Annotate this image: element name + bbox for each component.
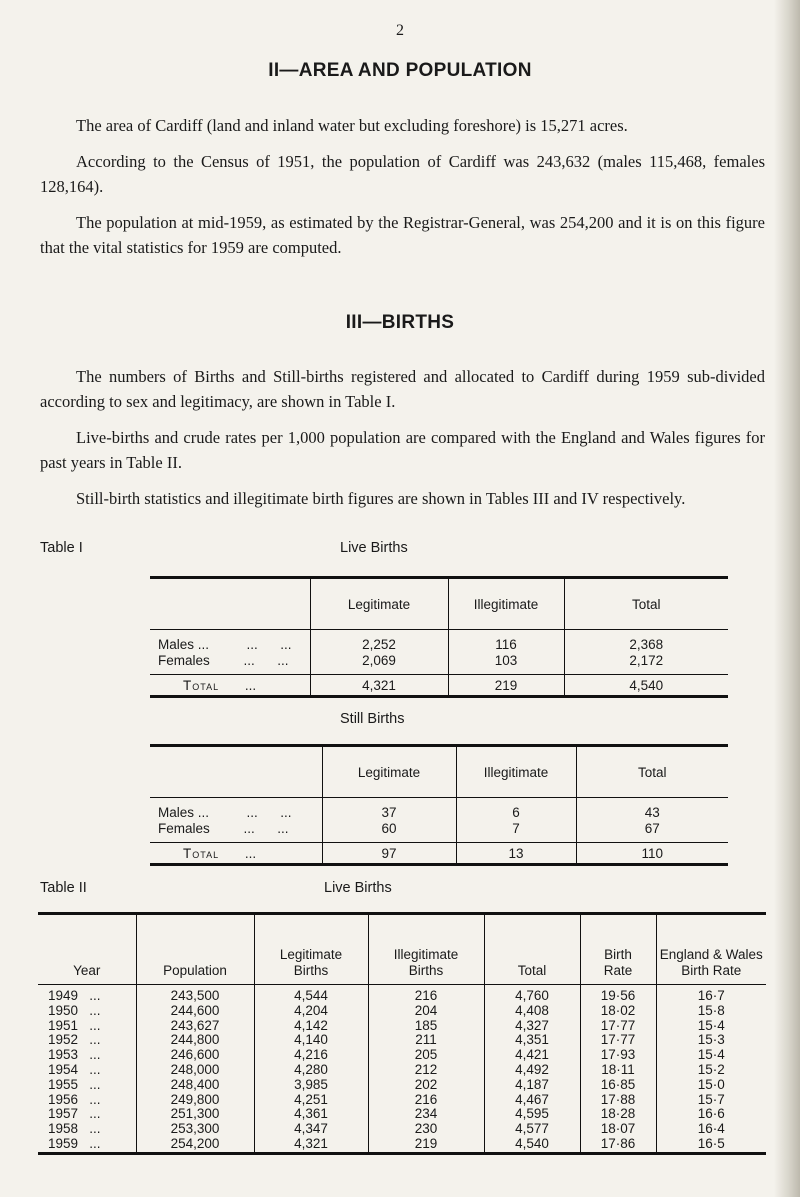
table-cell: 230 [368, 1122, 484, 1137]
table-row [38, 1107, 766, 1122]
section-births-text [40, 364, 765, 511]
table-cell: 17·86 [580, 1137, 656, 1153]
header-illegitimate-births: Illegitimate Births [368, 914, 484, 985]
paragraph: Still-birth statistics and illegitimate birth figures are shown in Tables III and IV respectively. [76, 489, 686, 508]
table-cell: 18·11 [580, 1063, 656, 1078]
table-cell: 244,600 [136, 1004, 254, 1019]
table-cell: 15·4 [656, 1019, 766, 1034]
table-cell: 116 [448, 630, 564, 653]
table-cell: 4,467 [484, 1093, 580, 1108]
table-cell: 4,544 [254, 985, 368, 1004]
header-birth-rate: Birth Rate [580, 914, 656, 985]
year-cell: 1959 ... [38, 1137, 136, 1153]
header-population: Population [136, 914, 254, 985]
live-births-history-table [38, 912, 766, 1155]
table-cell: 212 [368, 1063, 484, 1078]
table-row [150, 652, 728, 675]
year-cell: 1949 ... [48, 988, 101, 1003]
year-cell: 1955 ... [48, 1076, 101, 1092]
header-cell: Illegitimate [448, 578, 564, 630]
table-row [38, 1093, 766, 1108]
table-cell: 185 [368, 1019, 484, 1034]
table-cell: 202 [368, 1078, 484, 1093]
year-cell: 1957 ... [48, 1106, 101, 1122]
table-row [38, 1033, 766, 1048]
table-row [38, 1122, 766, 1137]
table-cell: 251,300 [136, 1107, 254, 1122]
table-cell: 4,251 [254, 1093, 368, 1108]
table-header-row [38, 914, 766, 985]
table-cell: 13 [456, 843, 576, 865]
table-cell: 17·93 [580, 1048, 656, 1063]
header-year: Year [38, 914, 136, 985]
paragraph: Live-births and crude rates per 1,000 population are compared with the England and Wales figures for past years in Table II. [40, 428, 765, 472]
table-cell: 4,540 [564, 675, 728, 697]
table-row [38, 985, 766, 1004]
year-cell: 1950 ... [48, 1002, 101, 1018]
table-cell: 249,800 [136, 1093, 254, 1108]
table-cell: 4,327 [484, 1019, 580, 1034]
table-cell: 18·28 [580, 1107, 656, 1122]
header-cell: Total [564, 578, 728, 630]
total-label: Total [183, 677, 220, 693]
table1-live-births-caption: Live Births [340, 540, 408, 556]
table-cell: 2,069 [310, 652, 448, 675]
table-row [150, 630, 728, 653]
year-cell: 1952 ... [48, 1032, 101, 1048]
table-cell: 216 [368, 1093, 484, 1108]
table-cell: 60 [322, 820, 456, 843]
total-label: Total [183, 845, 220, 861]
table-cell: 243,627 [136, 1019, 254, 1034]
header-cell: Total [576, 746, 728, 798]
header-england-wales-rate: England & Wales Birth Rate [656, 914, 766, 985]
table-cell: 4,421 [484, 1048, 580, 1063]
table-cell: 16·5 [656, 1137, 766, 1153]
table-cell: 254,200 [136, 1137, 254, 1153]
table1-still-births-caption: Still Births [340, 711, 405, 727]
total-label-cell [150, 843, 322, 865]
table-cell: 16·6 [656, 1107, 766, 1122]
table-cell: 2,252 [310, 630, 448, 653]
table-cell: 205 [368, 1048, 484, 1063]
table-cell: 4,361 [254, 1107, 368, 1122]
table-row [38, 1063, 766, 1078]
table-cell: 3,985 [254, 1078, 368, 1093]
table-cell: 4,280 [254, 1063, 368, 1078]
table-cell: 43 [576, 798, 728, 821]
table-cell: 4,204 [254, 1004, 368, 1019]
paragraph: The population at mid-1959, as estimated by the Registrar-General, was 254,200 and it is on this figure that the vital statistics for 1959 are computed. [40, 213, 765, 257]
page-number: 2 [396, 22, 404, 39]
header-cell [150, 578, 310, 630]
table-cell: 219 [368, 1137, 484, 1153]
table-cell: 216 [368, 985, 484, 1004]
table-cell: 15·0 [656, 1078, 766, 1093]
table1-label: Table I [40, 540, 83, 556]
table-cell: 2,172 [564, 652, 728, 675]
table-cell: 2,368 [564, 630, 728, 653]
table-cell: 18·02 [580, 1004, 656, 1019]
table-cell: 16·7 [656, 985, 766, 1004]
section-title-area-population: II—AREA AND POPULATION [268, 60, 532, 81]
header-cell: Illegitimate [456, 746, 576, 798]
header-total: Total [484, 914, 580, 985]
table-cell: 243,500 [136, 985, 254, 1004]
table-cell: 4,760 [484, 985, 580, 1004]
row-label: Females ... ... [158, 820, 289, 836]
table-row [38, 1078, 766, 1093]
table-header-row [150, 746, 728, 798]
header-legitimate-births: Legitimate Births [254, 914, 368, 985]
table-row [150, 798, 728, 821]
table-cell: 4,577 [484, 1122, 580, 1137]
total-row [150, 843, 728, 865]
table-cell: 4,347 [254, 1122, 368, 1137]
table-cell: 19·56 [580, 985, 656, 1004]
table-cell: 244,800 [136, 1033, 254, 1048]
still-births-table [150, 744, 728, 866]
table-body [38, 985, 766, 1154]
table-row [150, 820, 728, 843]
table-header-row [150, 578, 728, 630]
row-label: Males ... ... ... [158, 636, 292, 652]
table-cell: 204 [368, 1004, 484, 1019]
table-cell: 4,187 [484, 1078, 580, 1093]
year-cell: 1958 ... [48, 1121, 101, 1137]
table-cell: 103 [448, 652, 564, 675]
live-births-table [150, 576, 728, 698]
total-label-cell [150, 675, 310, 697]
table-cell: 253,300 [136, 1122, 254, 1137]
header-cell: Legitimate [322, 746, 456, 798]
year-cell: 1953 ... [48, 1047, 101, 1063]
table-cell: 4,492 [484, 1063, 580, 1078]
table-cell: 16·4 [656, 1122, 766, 1137]
table-cell: 15·8 [656, 1004, 766, 1019]
table-row [38, 1137, 766, 1153]
year-cell: 1951 ... [48, 1017, 101, 1033]
table-cell: 248,000 [136, 1063, 254, 1078]
table2-label: Table II [40, 880, 87, 896]
table-cell: 67 [576, 820, 728, 843]
table-cell: 15·4 [656, 1048, 766, 1063]
table-cell: 4,216 [254, 1048, 368, 1063]
table-cell: 15·3 [656, 1033, 766, 1048]
total-row [150, 675, 728, 697]
table-cell: 4,595 [484, 1107, 580, 1122]
table-cell: 246,600 [136, 1048, 254, 1063]
table-cell: 18·07 [580, 1122, 656, 1137]
paragraph: The numbers of Births and Still-births registered and allocated to Cardiff during 1959 sub-divided according to sex and legitimacy, are shown in Table I. [40, 367, 765, 411]
table-cell: 234 [368, 1107, 484, 1122]
table-row [38, 1019, 766, 1034]
table-cell: 16·85 [580, 1078, 656, 1093]
table-cell: 4,540 [484, 1137, 580, 1153]
table2-caption: Live Births [324, 880, 392, 896]
table-row [38, 1048, 766, 1063]
year-cell: 1956 ... [48, 1091, 101, 1107]
table-cell: 4,408 [484, 1004, 580, 1019]
table-cell: 7 [456, 820, 576, 843]
table-cell: 6 [456, 798, 576, 821]
table-cell: 4,321 [310, 675, 448, 697]
section-area-population-text [40, 113, 765, 260]
total-dots: ... [244, 677, 257, 693]
paragraph: According to the Census of 1951, the population of Cardiff was 243,632 (males 115,468, females 128,164). [40, 152, 765, 196]
table-cell: 17·88 [580, 1093, 656, 1108]
table-cell: 211 [368, 1033, 484, 1048]
row-label: Females ... ... [158, 652, 289, 668]
total-dots: ... [244, 845, 257, 861]
table-row [38, 1004, 766, 1019]
table-cell: 219 [448, 675, 564, 697]
year-cell: 1954 ... [48, 1061, 101, 1077]
table-cell: 17·77 [580, 1019, 656, 1034]
section-title-births: III—BIRTHS [345, 312, 455, 333]
table-cell: 4,351 [484, 1033, 580, 1048]
header-cell: Legitimate [310, 578, 448, 630]
table-cell: 4,140 [254, 1033, 368, 1048]
table-cell: 4,321 [254, 1137, 368, 1153]
table-cell: 17·77 [580, 1033, 656, 1048]
table-cell: 4,142 [254, 1019, 368, 1034]
table-cell: 110 [576, 843, 728, 865]
table-cell: 97 [322, 843, 456, 865]
paragraph: The area of Cardiff (land and inland water but excluding foreshore) is 15,271 acres. [76, 116, 628, 135]
row-label: Males ... ... ... [158, 804, 292, 820]
header-cell [150, 746, 322, 798]
table-cell: 248,400 [136, 1078, 254, 1093]
page-edge-shadow [774, 0, 800, 1197]
table-cell: 15·2 [656, 1063, 766, 1078]
table-cell: 37 [322, 798, 456, 821]
table-cell: 15·7 [656, 1093, 766, 1108]
